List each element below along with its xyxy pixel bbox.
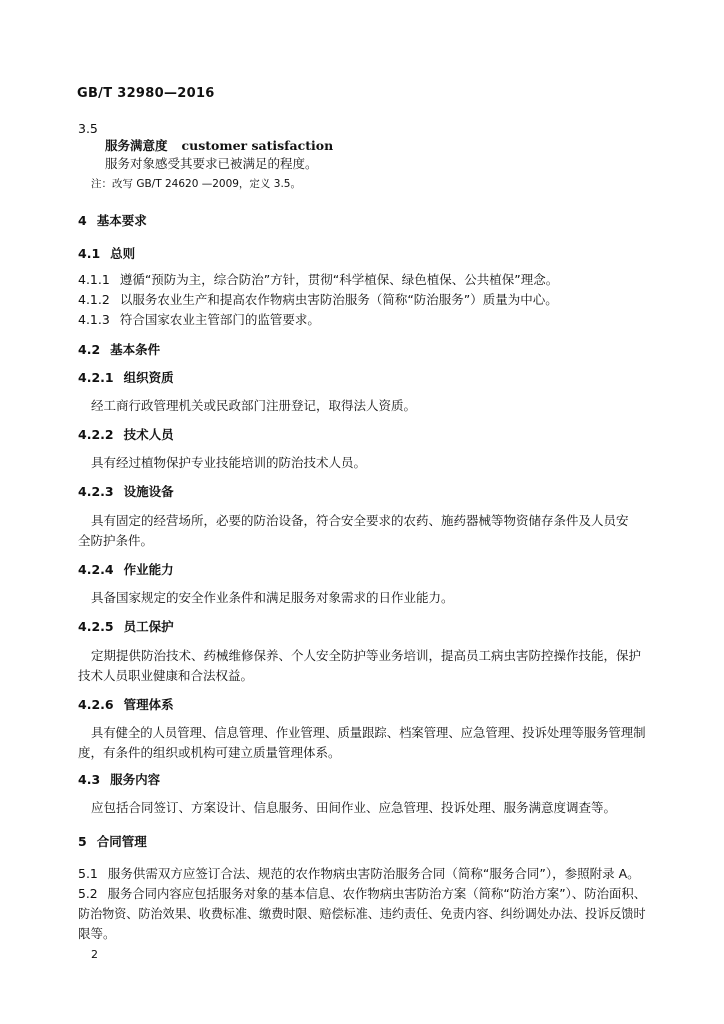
section-4-1-number: 4.1 xyxy=(78,246,101,261)
section-4-2-number: 4.2 xyxy=(78,342,101,357)
term-zh: 服务满意度 xyxy=(105,138,168,153)
section-4-2-2-number: 4.2.2 xyxy=(78,427,114,442)
section-4-2-heading xyxy=(78,342,160,358)
clause-4-1-2-text: 以服务农业生产和提高农作物病虫害防治服务（简称“防治服务”）质量为中心。 xyxy=(119,292,558,307)
section-4-2-1-heading xyxy=(78,370,174,386)
section-4-2-5-text-line1: 定期提供防治技术、药械维修保养、个人安全防护等业务培训，提高员工病虫害防控操作技能，保护 xyxy=(91,648,642,663)
clause-5-2-text-line2: 防治物资、防治效果、收费标准、缴费时限、赔偿标准、违约责任、免责内容、纠纷调处办法、投诉反馈时 xyxy=(78,906,646,921)
clause-5-1-number: 5.1 xyxy=(78,866,98,881)
section-5-heading xyxy=(78,834,147,850)
page-number: 2 xyxy=(91,948,98,961)
clause-5-2-number: 5.2 xyxy=(78,886,98,901)
section-4-3-number: 4.3 xyxy=(78,772,101,787)
standard-code-header: GB/T 32980—2016 xyxy=(77,86,215,101)
section-4-heading xyxy=(78,213,147,229)
section-4-2-6-title: 管理体系 xyxy=(123,697,174,712)
section-4-2-2-text: 具有经过植物保护专业技能培训的防治技术人员。 xyxy=(91,455,367,470)
section-4-2-5-text-line2: 技术人员职业健康和合法权益。 xyxy=(78,668,254,683)
clause-5-1-text: 服务供需双方应签订合法、规范的农作物病虫害防治服务合同（简称“服务合同”），参照附录 A。 xyxy=(107,866,640,881)
section-5-title: 合同管理 xyxy=(96,834,147,849)
section-4-2-3-title: 设施设备 xyxy=(123,484,174,499)
clause-4-1-2-number: 4.1.2 xyxy=(78,292,110,307)
clause-4-1-3 xyxy=(78,312,320,328)
section-4-2-6-number: 4.2.6 xyxy=(78,697,114,712)
section-4-2-3-number: 4.2.3 xyxy=(78,484,114,499)
section-4-2-4-text: 具备国家规定的安全作业条件和满足服务对象需求的日作业能力。 xyxy=(91,590,454,605)
clause-5-1 xyxy=(78,866,640,882)
section-4-2-5-heading xyxy=(78,619,174,635)
clause-4-1-3-text: 符合国家农业主管部门的监管要求。 xyxy=(119,312,320,327)
term-en: customer satisfaction xyxy=(181,138,334,153)
clause-4-1-1-text: 遵循“预防为主，综合防治”方针，贯彻“科学植保、绿色植保、公共植保”理念。 xyxy=(119,272,559,287)
section-4-2-6-text-line2: 度，有条件的组织或机构可建立质量管理体系。 xyxy=(78,745,341,760)
section-4-2-2-heading xyxy=(78,427,174,443)
section-4-number: 4 xyxy=(78,213,87,228)
section-4-2-2-title: 技术人员 xyxy=(123,427,174,442)
section-4-2-title: 基本条件 xyxy=(110,342,161,357)
clause-4-1-2 xyxy=(78,292,558,308)
clause-5-2 xyxy=(78,886,646,902)
term-title xyxy=(105,138,333,154)
clause-5-2-text-line1: 服务合同内容应包括服务对象的基本信息、农作物病虫害防治方案（简称“防治方案”）、防治面积、 xyxy=(107,886,647,901)
section-4-3-heading xyxy=(78,772,160,788)
section-4-3-text: 应包括合同签订、方案设计、信息服务、田间作业、应急管理、投诉处理、服务满意度调查等。 xyxy=(91,800,617,815)
section-5-number: 5 xyxy=(78,834,87,849)
section-4-2-5-title: 员工保护 xyxy=(123,619,174,634)
section-4-title: 基本要求 xyxy=(96,213,147,228)
section-4-1-heading xyxy=(78,246,135,262)
section-4-2-4-heading xyxy=(78,562,174,578)
section-4-2-6-heading xyxy=(78,697,174,713)
term-definition: 服务对象感受其要求已被满足的程度。 xyxy=(105,156,318,171)
clause-4-1-3-number: 4.1.3 xyxy=(78,312,110,327)
clause-5-2-text-line3: 限等。 xyxy=(78,926,116,941)
section-4-2-3-text-line2: 全防护条件。 xyxy=(78,533,154,548)
section-4-2-6-text-line1: 具有健全的人员管理、信息管理、作业管理、质量跟踪、档案管理、应急管理、投诉处理等服务管理制 xyxy=(91,725,646,740)
section-4-2-5-number: 4.2.5 xyxy=(78,619,114,634)
term-number: 3.5 xyxy=(78,121,98,136)
section-4-2-1-text: 经工商行政管理机关或民政部门注册登记，取得法人资质。 xyxy=(91,398,417,413)
section-4-2-3-heading xyxy=(78,484,174,500)
section-4-2-4-title: 作业能力 xyxy=(123,562,174,577)
section-4-2-1-number: 4.2.1 xyxy=(78,370,114,385)
section-4-2-4-number: 4.2.4 xyxy=(78,562,114,577)
section-4-2-3-text-line1: 具有固定的经营场所，必要的防治设备，符合安全要求的农药、施药器械等物资储存条件及人员安 xyxy=(91,513,629,528)
term-note: 注：改写 GB/T 24620 —2009，定义 3.5。 xyxy=(91,178,301,190)
section-4-2-1-title: 组织资质 xyxy=(123,370,174,385)
clause-4-1-1-number: 4.1.1 xyxy=(78,272,110,287)
section-4-3-title: 服务内容 xyxy=(110,772,161,787)
section-4-1-title: 总则 xyxy=(110,246,136,261)
clause-4-1-1 xyxy=(78,272,558,288)
